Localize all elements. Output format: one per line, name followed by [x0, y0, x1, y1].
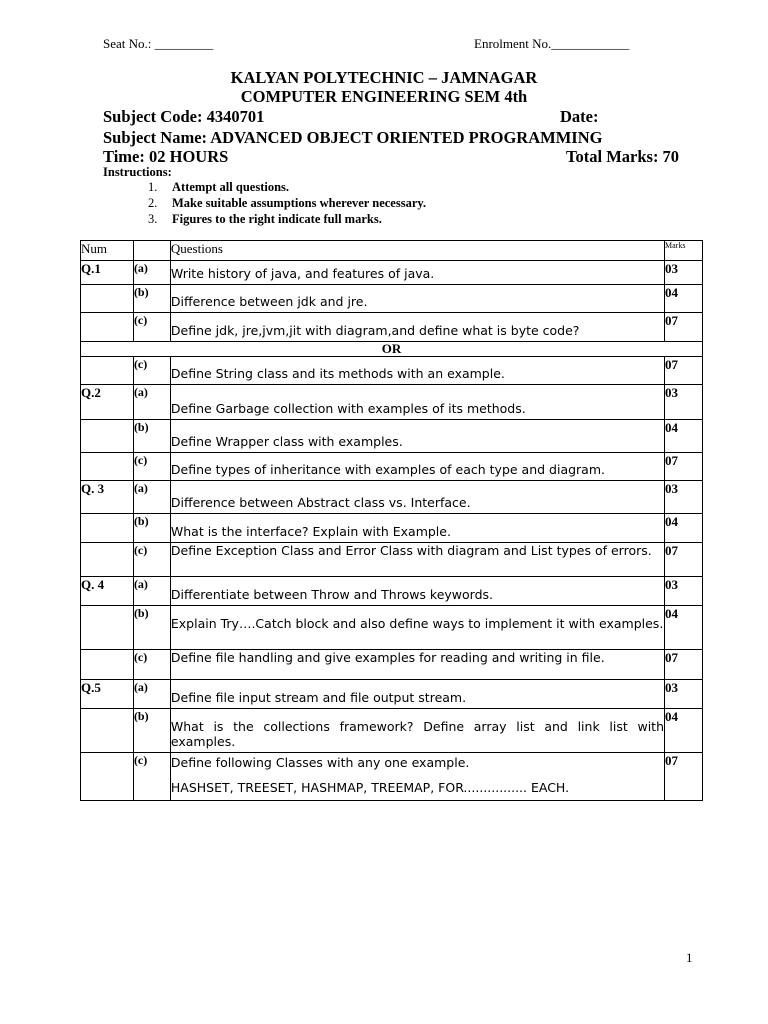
question-number — [81, 313, 134, 342]
marks-value: 04 — [665, 709, 703, 753]
sub-question-label: (c) — [133, 357, 170, 385]
table-row — [81, 577, 703, 606]
question-text: Define Wrapper class with examples. — [170, 434, 403, 449]
question-cell — [170, 285, 664, 313]
sub-question-label: (b) — [133, 285, 170, 313]
question-number: Q.5 — [81, 680, 134, 709]
question-cell — [170, 261, 664, 285]
question-text: What is the collections framework? Define array list and link list with examples. — [170, 719, 665, 749]
marks-value: 07 — [665, 453, 703, 481]
marks-value: 07 — [665, 650, 703, 680]
sub-question-label: (b) — [133, 709, 170, 753]
question-number — [81, 753, 134, 801]
table-row — [81, 606, 703, 650]
marks-value: 04 — [665, 514, 703, 543]
question-text: Define types of inheritance with examples of each type and diagram. — [170, 462, 605, 477]
question-cell — [170, 514, 664, 543]
instruction-item: 1. Attempt all questions. — [148, 180, 290, 194]
question-text: Define jdk, jre,jvm,jit with diagram,and define what is byte code? — [170, 323, 580, 338]
marks-value: 03 — [665, 680, 703, 709]
header-marks: Marks — [665, 241, 703, 261]
enrolment-no-field: Enrolment No.____________ — [474, 36, 630, 51]
question-cell — [170, 481, 664, 514]
table-row — [81, 420, 703, 453]
table-row — [81, 261, 703, 285]
subject-code-row — [103, 107, 693, 127]
marks-value: 04 — [665, 420, 703, 453]
or-row — [81, 342, 703, 357]
subject-name: Subject Name: ADVANCED OBJECT ORIENTED PROGRAMMING — [103, 128, 603, 147]
question-text: Differentiate between Throw and Throws keywords. — [170, 587, 494, 602]
question-table — [80, 240, 703, 801]
table-row — [81, 357, 703, 385]
header-num: Num — [81, 241, 134, 261]
question-number — [81, 543, 134, 577]
sub-question-label: (a) — [133, 385, 170, 420]
marks-value: 03 — [665, 577, 703, 606]
table-row — [81, 313, 703, 342]
header-questions: Questions — [170, 241, 664, 261]
table-row — [81, 453, 703, 481]
question-number: Q. 4 — [81, 577, 134, 606]
sub-question-label: (b) — [133, 606, 170, 650]
marks-value: 03 — [665, 261, 703, 285]
exam-time: Time: 02 HOURS — [103, 147, 229, 166]
question-text: Define Exception Class and Error Class with diagram and List types of errors. — [170, 543, 652, 558]
department-title: COMPUTER ENGINEERING SEM 4th — [240, 87, 528, 106]
table-header-row — [81, 241, 703, 261]
question-text: What is the interface? Explain with Example. — [170, 524, 451, 539]
question-number: Q. 3 — [81, 481, 134, 514]
question-number — [81, 285, 134, 313]
total-marks: Total Marks: 70 — [566, 147, 680, 166]
sub-question-label: (b) — [133, 420, 170, 453]
sub-question-label: (c) — [133, 650, 170, 680]
table-row — [81, 753, 703, 801]
question-number — [81, 514, 134, 543]
marks-value: 03 — [665, 481, 703, 514]
question-number — [81, 709, 134, 753]
marks-value: 07 — [665, 313, 703, 342]
seat-no-field: Seat No.: _________ — [103, 36, 214, 51]
question-cell — [170, 709, 664, 753]
question-cell — [170, 753, 664, 801]
sub-question-label: (c) — [133, 453, 170, 481]
question-text: Difference between Abstract class vs. Interface. — [170, 495, 471, 510]
question-text-list: HASHSET, TREESET, HASHMAP, TREEMAP, FOR................ EACH. — [170, 780, 570, 795]
instruction-item: 2. Make suitable assumptions wherever necessary. — [148, 196, 427, 210]
subject-code: Subject Code: 4340701 — [103, 107, 265, 126]
time-marks-row — [103, 147, 693, 167]
question-cell — [170, 577, 664, 606]
question-text: Explain Try….Catch block and also define ways to implement it with examples. — [170, 616, 664, 631]
question-text: Write history of java, and features of java. — [170, 266, 435, 281]
table-row — [81, 514, 703, 543]
sub-question-label: (a) — [133, 680, 170, 709]
table-row — [81, 709, 703, 753]
question-number — [81, 606, 134, 650]
question-text: Define String class and its methods with an example. — [170, 366, 505, 381]
sub-question-label: (c) — [133, 543, 170, 577]
question-number — [81, 650, 134, 680]
question-cell — [170, 420, 664, 453]
question-cell — [170, 680, 664, 709]
question-cell — [170, 357, 664, 385]
sub-question-label: (b) — [133, 514, 170, 543]
marks-value: 04 — [665, 606, 703, 650]
question-text: Define file input stream and file output stream. — [170, 690, 467, 705]
question-cell — [170, 606, 664, 650]
table-row — [81, 650, 703, 680]
sub-question-label: (a) — [133, 261, 170, 285]
question-cell — [170, 543, 664, 577]
question-text: Define Garbage collection with examples of its methods. — [170, 401, 526, 416]
question-number — [81, 357, 134, 385]
question-text: Define file handling and give examples for reading and writing in file. — [170, 650, 605, 665]
marks-value: 03 — [665, 385, 703, 420]
subject-name-row — [103, 128, 693, 148]
or-label: OR — [81, 342, 703, 357]
marks-value: 07 — [665, 543, 703, 577]
sub-question-label: (c) — [133, 753, 170, 801]
question-number — [81, 420, 134, 453]
sub-question-label: (a) — [133, 577, 170, 606]
marks-value: 04 — [665, 285, 703, 313]
sub-question-label: (c) — [133, 313, 170, 342]
question-cell — [170, 650, 664, 680]
question-text: Define following Classes with any one example. — [170, 755, 470, 770]
table-row — [81, 285, 703, 313]
page-number: 1 — [686, 950, 693, 965]
college-name: KALYAN POLYTECHNIC – JAMNAGAR — [230, 68, 538, 87]
table-row — [81, 543, 703, 577]
table-row — [81, 481, 703, 514]
sub-question-label: (a) — [133, 481, 170, 514]
question-cell — [170, 453, 664, 481]
exam-date-label: Date: — [560, 107, 599, 126]
instruction-item: 3. Figures to the right indicate full marks. — [148, 212, 382, 226]
question-cell — [170, 313, 664, 342]
question-number: Q.1 — [81, 261, 134, 285]
question-number: Q.2 — [81, 385, 134, 420]
marks-value: 07 — [665, 753, 703, 801]
marks-value: 07 — [665, 357, 703, 385]
table-row — [81, 385, 703, 420]
question-number — [81, 453, 134, 481]
instructions-title: Instructions: — [103, 165, 172, 179]
table-row — [81, 680, 703, 709]
question-text: Difference between jdk and jre. — [170, 294, 368, 309]
question-cell — [170, 385, 664, 420]
header-sub — [133, 241, 170, 261]
